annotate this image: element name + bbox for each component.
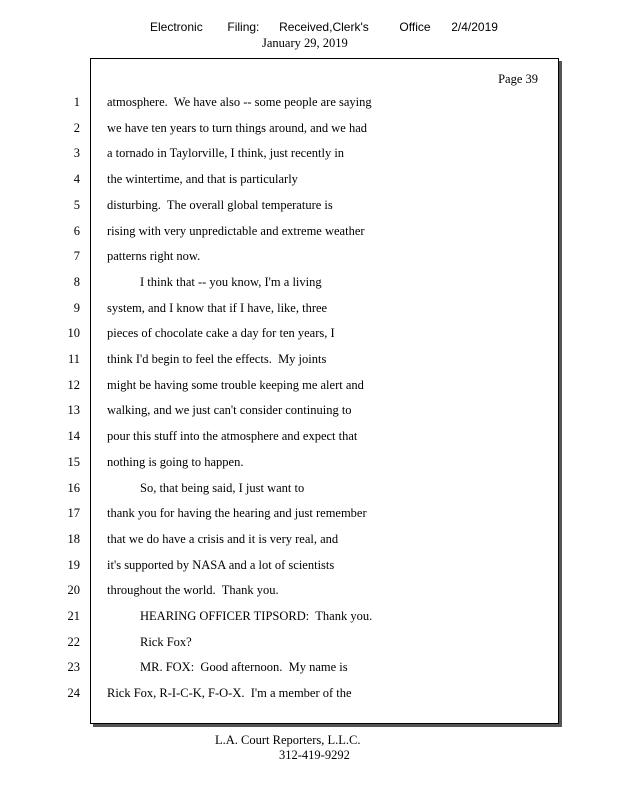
transcript-line: that we do have a crisis and it is very real, and <box>107 532 339 546</box>
transcript-line: atmosphere. We have also -- some people are saying <box>107 95 372 109</box>
transcript-line: MR. FOX: Good afternoon. My name is <box>140 660 348 674</box>
transcript-line: pieces of chocolate cake a day for ten years, I <box>107 326 335 340</box>
transcript-line: nothing is going to happen. <box>107 455 244 469</box>
line-number: 12 <box>67 378 80 392</box>
line-number: 4 <box>73 172 80 186</box>
line-number: 11 <box>67 352 80 366</box>
line-number: 7 <box>73 249 80 263</box>
transcript-line: it's supported by NASA and a lot of scientists <box>107 558 335 572</box>
line-number: 5 <box>73 198 80 212</box>
filing-stamp-part: Electronic <box>150 20 203 34</box>
transcript-line: Rick Fox, R-I-C-K, F-O-X. I'm a member of the <box>107 686 352 700</box>
line-number: 9 <box>73 301 80 315</box>
reporter-company: L.A. Court Reporters, L.L.C. <box>215 733 361 747</box>
line-number: 15 <box>67 455 80 469</box>
transcript-line: system, and I know that if I have, like, three <box>107 301 328 315</box>
transcript-line: throughout the world. Thank you. <box>107 583 279 597</box>
transcript-line: might be having some trouble keeping me alert and <box>107 378 364 392</box>
line-number: 1 <box>73 95 80 109</box>
line-number: 6 <box>73 224 80 238</box>
line-number: 20 <box>67 583 80 597</box>
line-number: 14 <box>67 429 80 443</box>
transcript-line: Rick Fox? <box>140 635 192 649</box>
line-number: 13 <box>67 403 80 417</box>
line-number: 22 <box>67 635 80 649</box>
line-number: 8 <box>73 275 80 289</box>
transcript-line: think I'd begin to feel the effects. My joints <box>107 352 327 366</box>
reporter-phone: 312-419-9292 <box>279 748 350 762</box>
transcript-line: HEARING OFFICER TIPSORD: Thank you. <box>140 609 373 623</box>
filing-stamp <box>150 20 498 34</box>
line-number: 2 <box>73 121 80 135</box>
line-number: 23 <box>67 660 80 674</box>
filing-stamp-part: 2/4/2019 <box>451 20 498 34</box>
transcript-date: January 29, 2019 <box>262 36 348 50</box>
transcript-line: thank you for having the hearing and just remember <box>107 506 367 520</box>
transcript-line: pour this stuff into the atmosphere and expect that <box>107 429 358 443</box>
transcript-line: the wintertime, and that is particularly <box>107 172 298 186</box>
filing-stamp-part: Filing: <box>227 20 260 34</box>
transcript-line: disturbing. The overall global temperature is <box>107 198 333 212</box>
transcript-line: a tornado in Taylorville, I think, just recently in <box>107 146 345 160</box>
line-number: 10 <box>67 326 80 340</box>
line-number: 24 <box>67 686 80 700</box>
transcript-line: walking, and we just can't consider continuing to <box>107 403 352 417</box>
line-number: 16 <box>67 481 80 495</box>
filing-stamp-part: Office <box>399 20 431 34</box>
filing-stamp-part: Received,Clerk's <box>279 20 369 34</box>
line-number: 21 <box>67 609 80 623</box>
transcript-line: rising with very unpredictable and extreme weather <box>107 224 365 238</box>
transcript-line: patterns right now. <box>107 249 201 263</box>
transcript-line: we have ten years to turn things around, and we had <box>107 121 367 135</box>
line-number: 3 <box>73 146 80 160</box>
page-number: Page 39 <box>498 72 538 86</box>
line-number: 17 <box>67 506 80 520</box>
transcript-line: So, that being said, I just want to <box>140 481 305 495</box>
line-number: 19 <box>67 558 80 572</box>
transcript-line: I think that -- you know, I'm a living <box>140 275 322 289</box>
line-number: 18 <box>67 532 80 546</box>
